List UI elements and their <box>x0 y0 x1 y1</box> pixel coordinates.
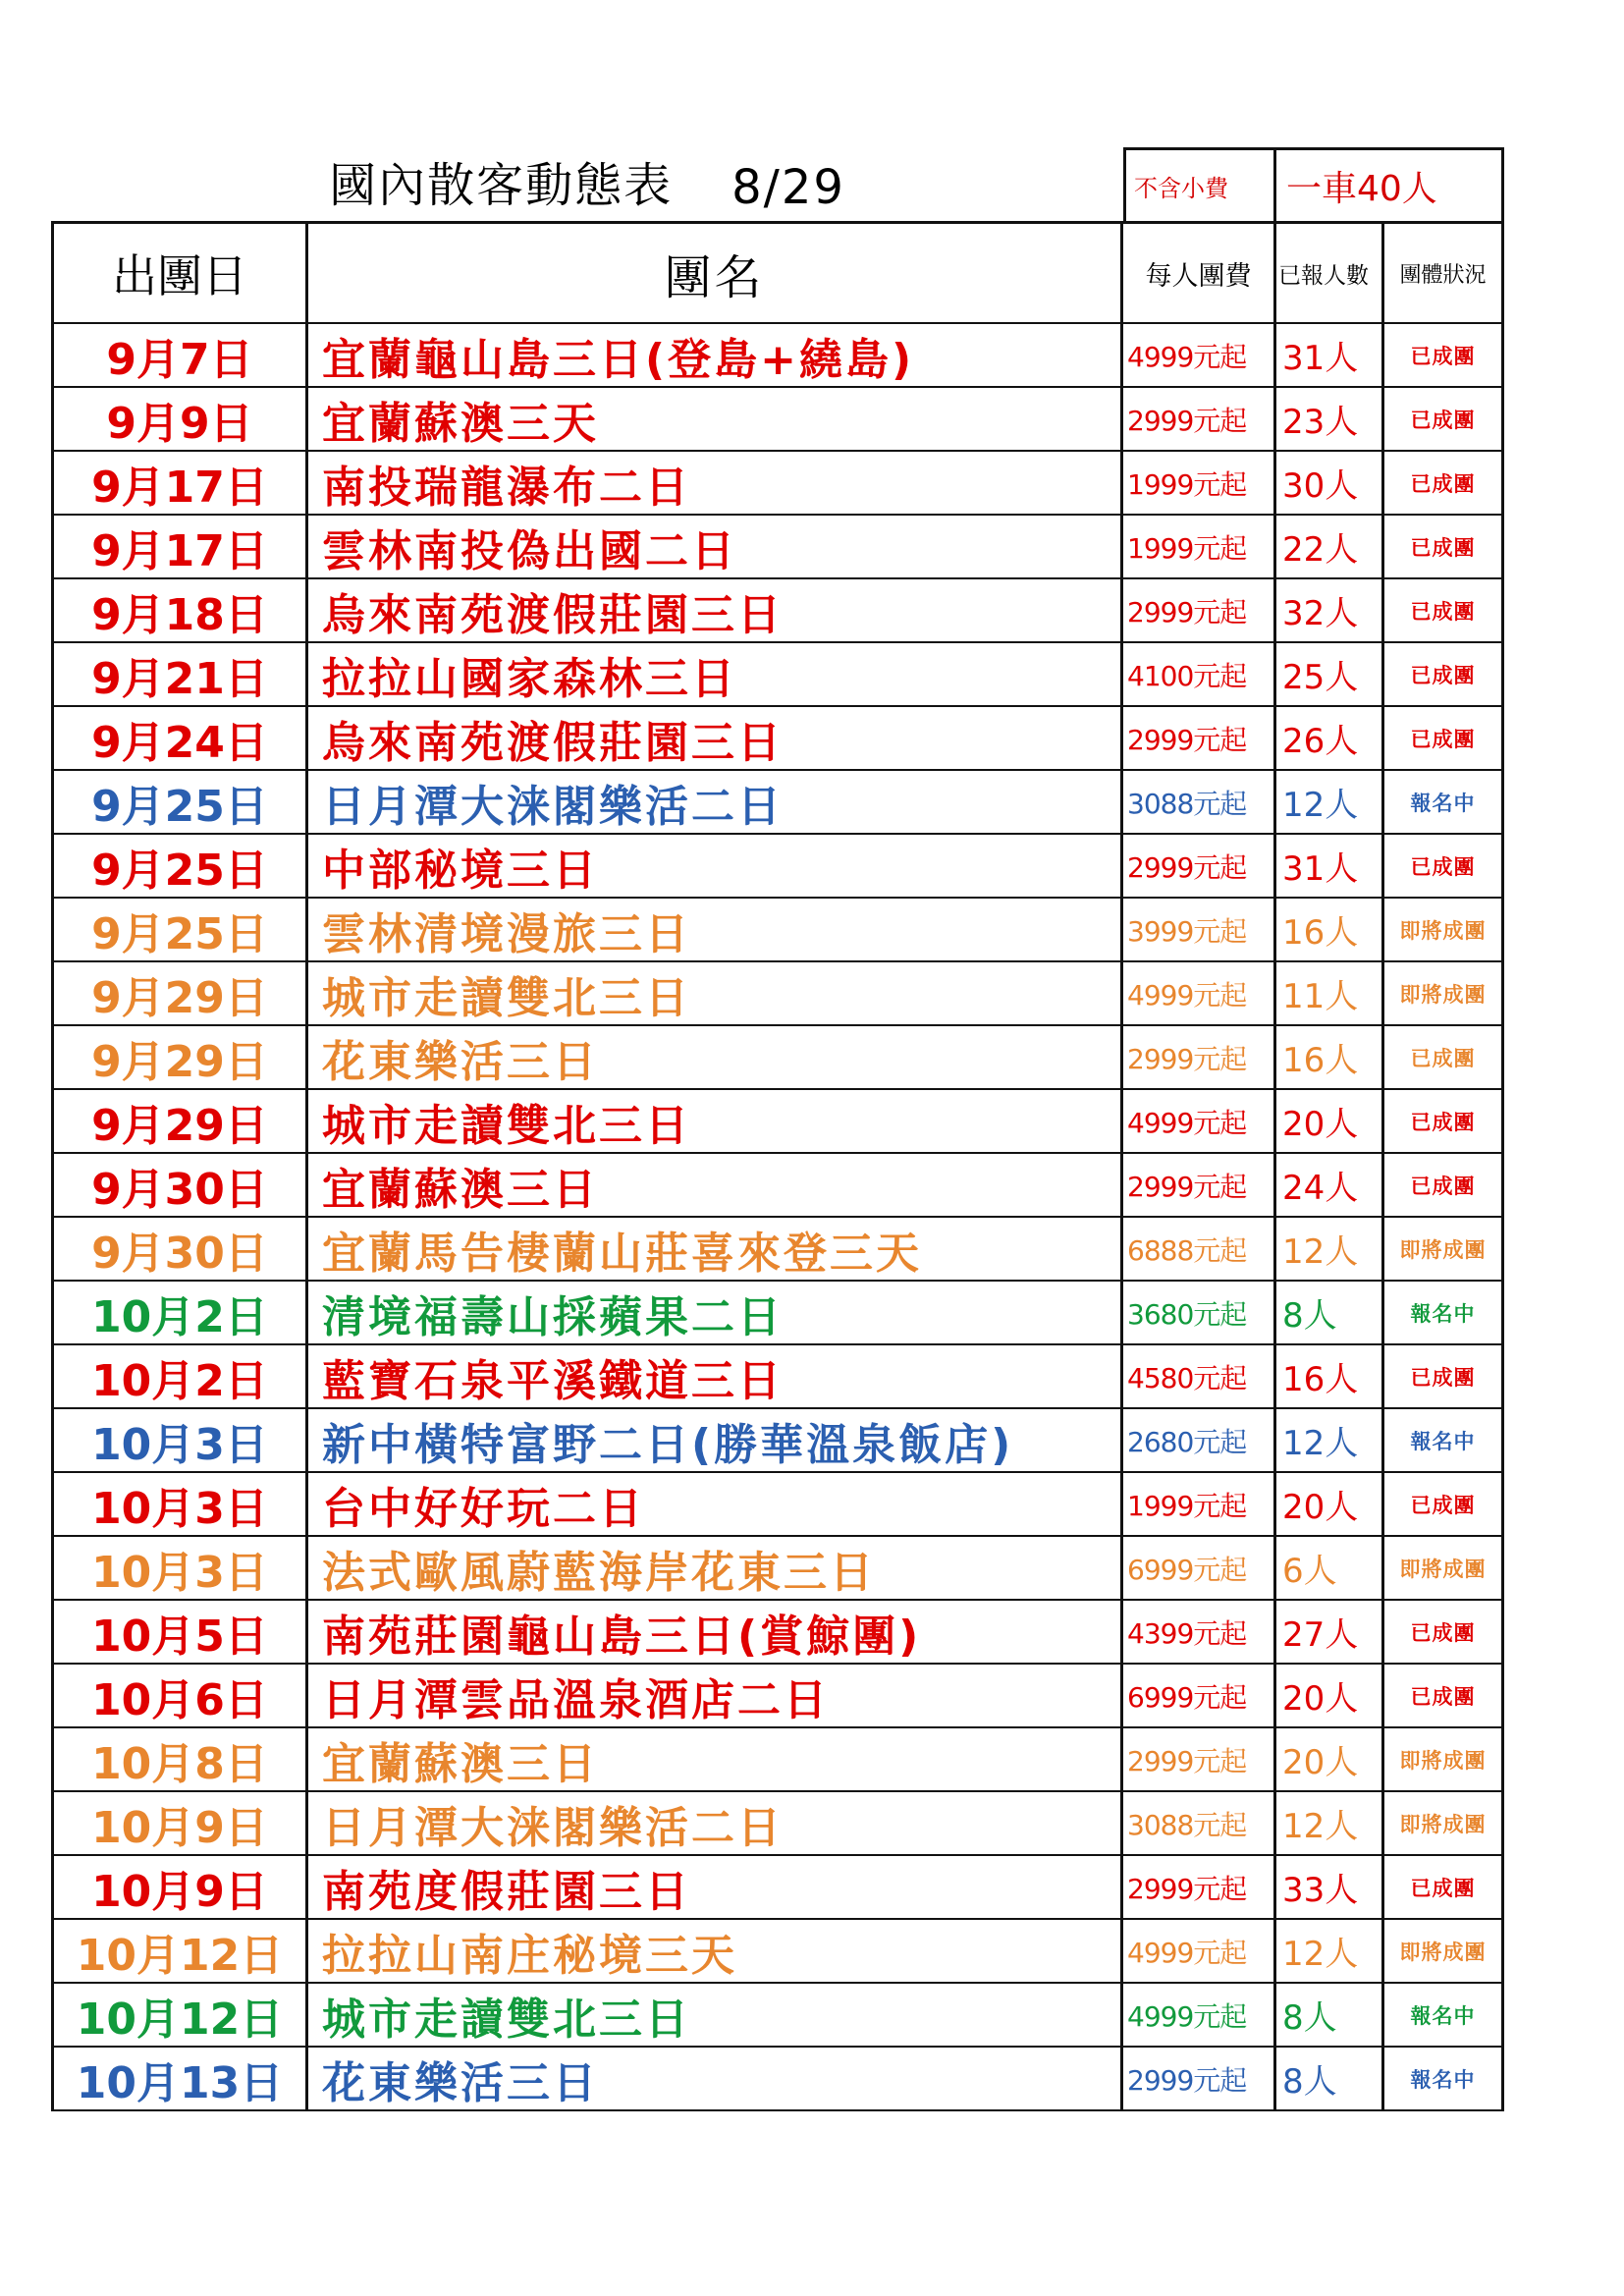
table-row <box>51 388 1504 452</box>
row-status: 已成團 <box>1384 516 1504 579</box>
row-price: 4580元起 <box>1123 1345 1276 1409</box>
row-tour-name: 宜蘭蘇澳三天 <box>308 388 1123 452</box>
row-price: 3088元起 <box>1123 771 1276 835</box>
row-tour-name: 南苑莊園龜山島三日(賞鯨團) <box>308 1601 1123 1665</box>
row-count: 6人 <box>1276 1537 1384 1601</box>
row-price: 2999元起 <box>1123 1856 1276 1920</box>
row-date: 10月12日 <box>51 1920 308 1984</box>
row-status: 已成團 <box>1384 643 1504 707</box>
title-band <box>51 147 1504 221</box>
table-row <box>51 1920 1504 1984</box>
row-price: 4999元起 <box>1123 324 1276 388</box>
table-row <box>51 771 1504 835</box>
row-count: 26人 <box>1276 707 1384 771</box>
table-row <box>51 1218 1504 1282</box>
row-tour-name: 法式歐風蔚藍海岸花東三日 <box>308 1537 1123 1601</box>
row-status: 報名中 <box>1384 2048 1504 2111</box>
row-status: 已成團 <box>1384 1856 1504 1920</box>
table-row <box>51 2048 1504 2111</box>
row-tour-name: 雲林清境漫旅三日 <box>308 899 1123 962</box>
row-date: 9月9日 <box>51 388 308 452</box>
row-count: 8人 <box>1276 1282 1384 1345</box>
row-price: 1999元起 <box>1123 452 1276 516</box>
title-date: 8/29 <box>731 160 845 215</box>
row-tour-name: 拉拉山南庄秘境三天 <box>308 1920 1123 1984</box>
row-date: 9月24日 <box>51 707 308 771</box>
row-tour-name: 城市走讀雙北三日 <box>308 962 1123 1026</box>
row-tour-name: 新中橫特富野二日(勝華溫泉飯店) <box>308 1409 1123 1473</box>
row-tour-name: 南投瑞龍瀑布二日 <box>308 452 1123 516</box>
row-tour-name: 宜蘭蘇澳三日 <box>308 1154 1123 1218</box>
row-price: 1999元起 <box>1123 1473 1276 1537</box>
row-count: 24人 <box>1276 1154 1384 1218</box>
row-date: 9月25日 <box>51 771 308 835</box>
table-row <box>51 452 1504 516</box>
row-status: 報名中 <box>1384 1409 1504 1473</box>
row-price: 4399元起 <box>1123 1601 1276 1665</box>
row-date: 10月12日 <box>51 1984 308 2048</box>
table-row <box>51 1473 1504 1537</box>
page-title: 國內散客動態表 <box>329 158 674 213</box>
row-tour-name: 宜蘭馬告棲蘭山莊喜來登三天 <box>308 1218 1123 1282</box>
row-tour-name: 花東樂活三日 <box>308 1026 1123 1090</box>
row-date: 10月2日 <box>51 1282 308 1345</box>
row-price: 2999元起 <box>1123 579 1276 643</box>
table-row <box>51 579 1504 643</box>
row-date: 10月5日 <box>51 1601 308 1665</box>
row-count: 12人 <box>1276 1792 1384 1856</box>
row-tour-name: 雲林南投偽出國二日 <box>308 516 1123 579</box>
row-count: 8人 <box>1276 1984 1384 2048</box>
row-price: 1999元起 <box>1123 516 1276 579</box>
row-date: 9月29日 <box>51 1026 308 1090</box>
row-price: 6888元起 <box>1123 1218 1276 1282</box>
row-status: 已成團 <box>1384 1473 1504 1537</box>
row-status: 即將成團 <box>1384 899 1504 962</box>
table-body <box>51 324 1504 2111</box>
row-status: 已成團 <box>1384 707 1504 771</box>
row-tour-name: 烏來南苑渡假莊園三日 <box>308 579 1123 643</box>
title-box <box>51 147 1123 221</box>
row-date: 9月30日 <box>51 1218 308 1282</box>
row-status: 已成團 <box>1384 452 1504 516</box>
row-count: 23人 <box>1276 388 1384 452</box>
row-price: 4999元起 <box>1123 962 1276 1026</box>
row-status: 已成團 <box>1384 1601 1504 1665</box>
row-date: 10月3日 <box>51 1473 308 1537</box>
row-tour-name: 南苑度假莊園三日 <box>308 1856 1123 1920</box>
row-price: 6999元起 <box>1123 1537 1276 1601</box>
row-price: 2680元起 <box>1123 1409 1276 1473</box>
row-status: 已成團 <box>1384 579 1504 643</box>
row-count: 25人 <box>1276 643 1384 707</box>
row-status: 已成團 <box>1384 1345 1504 1409</box>
table-row <box>51 1984 1504 2048</box>
row-status: 報名中 <box>1384 1282 1504 1345</box>
row-status: 報名中 <box>1384 771 1504 835</box>
row-count: 31人 <box>1276 324 1384 388</box>
row-price: 2999元起 <box>1123 1026 1276 1090</box>
row-tour-name: 城市走讀雙北三日 <box>308 1984 1123 2048</box>
row-status: 已成團 <box>1384 324 1504 388</box>
row-price: 2999元起 <box>1123 707 1276 771</box>
table-row <box>51 962 1504 1026</box>
row-count: 12人 <box>1276 1218 1384 1282</box>
table-row <box>51 643 1504 707</box>
row-count: 22人 <box>1276 516 1384 579</box>
table-row <box>51 1282 1504 1345</box>
row-count: 27人 <box>1276 1601 1384 1665</box>
row-date: 9月29日 <box>51 962 308 1026</box>
tip-note: 不含小費 <box>1123 147 1276 221</box>
tour-status-sheet <box>51 147 1504 2111</box>
table-row <box>51 707 1504 771</box>
row-price: 3680元起 <box>1123 1282 1276 1345</box>
row-count: 8人 <box>1276 2048 1384 2111</box>
row-tour-name: 日月潭雲品溫泉酒店二日 <box>308 1665 1123 1728</box>
table-row <box>51 1792 1504 1856</box>
row-price: 4999元起 <box>1123 1090 1276 1154</box>
row-tour-name: 宜蘭龜山島三日(登島+繞島) <box>308 324 1123 388</box>
table-row <box>51 1409 1504 1473</box>
row-count: 33人 <box>1276 1856 1384 1920</box>
row-tour-name: 日月潭大涞閣樂活二日 <box>308 771 1123 835</box>
row-status: 已成團 <box>1384 1154 1504 1218</box>
row-tour-name: 花東樂活三日 <box>308 2048 1123 2111</box>
row-count: 30人 <box>1276 452 1384 516</box>
row-price: 2999元起 <box>1123 835 1276 899</box>
header-date: 出團日 <box>51 224 308 324</box>
row-status: 報名中 <box>1384 1984 1504 2048</box>
row-price: 2999元起 <box>1123 2048 1276 2111</box>
row-date: 9月17日 <box>51 516 308 579</box>
row-count: 16人 <box>1276 1026 1384 1090</box>
row-price: 2999元起 <box>1123 1728 1276 1792</box>
capacity-note: 一車40人 <box>1276 147 1504 221</box>
row-date: 10月9日 <box>51 1856 308 1920</box>
row-status: 已成團 <box>1384 1026 1504 1090</box>
row-count: 32人 <box>1276 579 1384 643</box>
row-tour-name: 中部秘境三日 <box>308 835 1123 899</box>
row-tour-name: 城市走讀雙北三日 <box>308 1090 1123 1154</box>
row-count: 20人 <box>1276 1090 1384 1154</box>
row-price: 3088元起 <box>1123 1792 1276 1856</box>
row-date: 9月18日 <box>51 579 308 643</box>
table-row <box>51 1345 1504 1409</box>
row-count: 20人 <box>1276 1473 1384 1537</box>
row-price: 3999元起 <box>1123 899 1276 962</box>
row-date: 10月13日 <box>51 2048 308 2111</box>
row-count: 12人 <box>1276 1409 1384 1473</box>
row-count: 12人 <box>1276 771 1384 835</box>
row-date: 10月3日 <box>51 1409 308 1473</box>
table-row <box>51 1856 1504 1920</box>
row-date: 10月2日 <box>51 1345 308 1409</box>
row-price: 6999元起 <box>1123 1665 1276 1728</box>
row-date: 9月30日 <box>51 1154 308 1218</box>
header-price: 每人團費 <box>1123 224 1276 324</box>
row-price: 2999元起 <box>1123 388 1276 452</box>
row-tour-name: 日月潭大涞閣樂活二日 <box>308 1792 1123 1856</box>
row-status: 已成團 <box>1384 388 1504 452</box>
row-date: 9月25日 <box>51 899 308 962</box>
table-row <box>51 1537 1504 1601</box>
table-row <box>51 1154 1504 1218</box>
row-status: 即將成團 <box>1384 1537 1504 1601</box>
row-tour-name: 宜蘭蘇澳三日 <box>308 1728 1123 1792</box>
row-count: 31人 <box>1276 835 1384 899</box>
row-count: 16人 <box>1276 899 1384 962</box>
row-date: 10月3日 <box>51 1537 308 1601</box>
table-row <box>51 835 1504 899</box>
row-date: 9月7日 <box>51 324 308 388</box>
row-date: 10月8日 <box>51 1728 308 1792</box>
row-date: 9月29日 <box>51 1090 308 1154</box>
table-row <box>51 1601 1504 1665</box>
row-count: 16人 <box>1276 1345 1384 1409</box>
row-status: 即將成團 <box>1384 1218 1504 1282</box>
row-count: 20人 <box>1276 1665 1384 1728</box>
row-price: 4999元起 <box>1123 1920 1276 1984</box>
row-status: 已成團 <box>1384 1665 1504 1728</box>
row-status: 即將成團 <box>1384 1920 1504 1984</box>
table-row <box>51 324 1504 388</box>
header-name: 團名 <box>308 224 1123 324</box>
row-tour-name: 藍寶石泉平溪鐵道三日 <box>308 1345 1123 1409</box>
row-status: 已成團 <box>1384 1090 1504 1154</box>
row-date: 9月17日 <box>51 452 308 516</box>
row-price: 4999元起 <box>1123 1984 1276 2048</box>
row-tour-name: 清境福壽山採蘋果二日 <box>308 1282 1123 1345</box>
row-date: 10月6日 <box>51 1665 308 1728</box>
row-count: 12人 <box>1276 1920 1384 1984</box>
row-status: 即將成團 <box>1384 1792 1504 1856</box>
header-count: 已報人數 <box>1276 224 1384 324</box>
row-date: 9月25日 <box>51 835 308 899</box>
table-row <box>51 1665 1504 1728</box>
row-status: 即將成團 <box>1384 1728 1504 1792</box>
header-status: 團體狀況 <box>1384 224 1504 324</box>
row-price: 4100元起 <box>1123 643 1276 707</box>
table-row <box>51 1026 1504 1090</box>
row-count: 20人 <box>1276 1728 1384 1792</box>
row-tour-name: 烏來南苑渡假莊園三日 <box>308 707 1123 771</box>
row-price: 2999元起 <box>1123 1154 1276 1218</box>
table-row <box>51 1728 1504 1792</box>
table-header <box>51 221 1504 324</box>
row-count: 11人 <box>1276 962 1384 1026</box>
row-tour-name: 台中好好玩二日 <box>308 1473 1123 1537</box>
table-row <box>51 899 1504 962</box>
row-status: 已成團 <box>1384 835 1504 899</box>
table-row <box>51 516 1504 579</box>
table-row <box>51 1090 1504 1154</box>
row-date: 9月21日 <box>51 643 308 707</box>
row-status: 即將成團 <box>1384 962 1504 1026</box>
row-date: 10月9日 <box>51 1792 308 1856</box>
row-tour-name: 拉拉山國家森林三日 <box>308 643 1123 707</box>
